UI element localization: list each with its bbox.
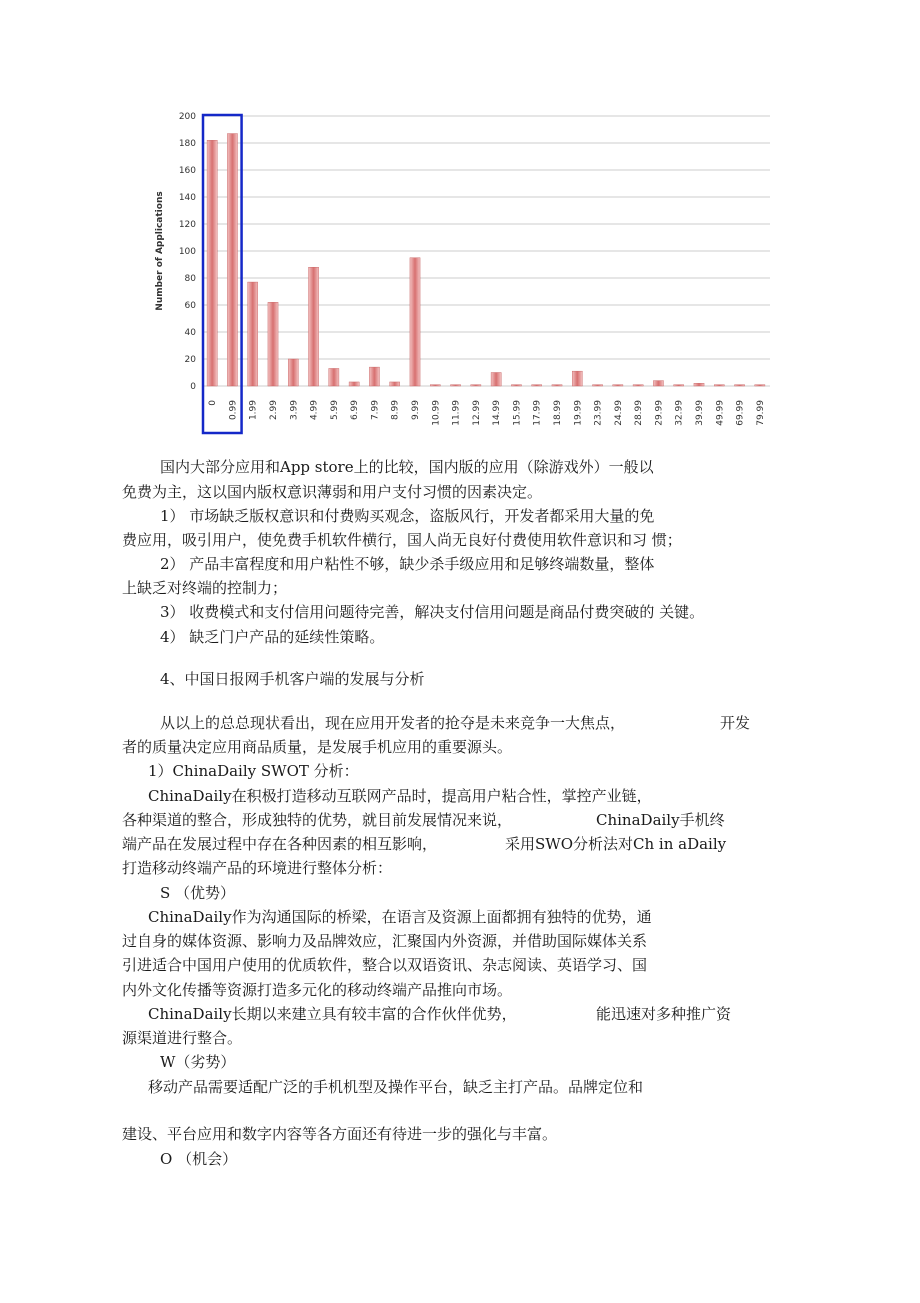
bar-69.99: [735, 385, 745, 386]
text-line: 2） 产品丰富程度和用户粘性不够，缺少杀手级应用和足够终端数量，整体: [160, 555, 655, 573]
x-tick-label: 6.99: [350, 400, 361, 421]
bar-8.99: [390, 382, 400, 386]
bar-29.99: [653, 381, 663, 386]
x-tick-label: 9.99: [411, 400, 421, 421]
text-line: 引进适合中国用户使用的优质软件，整合以双语资讯、杂志阅读、英语学习、国: [122, 956, 648, 974]
text-line: ChinaDaily作为沟通国际的桥梁，在语言及资源上面都拥有独特的优势，通: [148, 908, 652, 926]
x-tick-label: 28.99: [634, 399, 645, 426]
x-tick-label: 1.99: [248, 400, 259, 421]
text-line: 从以上的总总现状看出，现在应用开发者的抢夺是未来竞争一大焦点，: [160, 714, 626, 732]
x-tick-label: 23.99: [593, 400, 604, 426]
bar-5.99: [329, 368, 339, 386]
text-line: 采用SWO分析法对Ch in aDaily: [505, 835, 727, 853]
bar-chart: [150, 108, 774, 438]
x-tick-label: 39.99: [695, 400, 705, 426]
x-tick-label: 0.99: [228, 400, 239, 421]
bar-12.99: [471, 385, 481, 386]
x-tick-label: 19.99: [573, 400, 584, 426]
bar-4.99: [309, 267, 319, 386]
text-line: ChinaDaily在积极打造移动互联网产品时，提高用户粘合性，掌控产业链，: [148, 787, 652, 805]
bar-79.99: [755, 385, 765, 386]
x-tick-label: 14.99: [492, 400, 503, 426]
x-tick-label: 24.99: [613, 400, 624, 426]
x-tick-label: 49.99: [715, 400, 726, 426]
x-tick-label: 18.99: [553, 400, 563, 426]
bar-18.99: [552, 385, 562, 386]
text-line: 国内大部分应用和App store上的比较，国内版的应用（除游戏外）一般以: [160, 458, 654, 476]
y-tick-label: 0: [190, 382, 196, 392]
text-line: 上缺乏对终端的控制力；: [122, 579, 288, 597]
text-line: ChinaDaily长期以来建立具有较丰富的合作伙伴优势，: [148, 1005, 517, 1023]
y-tick-label: 140: [178, 193, 196, 203]
text-line: 源渠道进行整合。: [122, 1029, 243, 1047]
x-tick-label: 7.99: [370, 400, 381, 421]
bar-9.99: [410, 258, 420, 386]
bar-6.99: [349, 382, 359, 386]
subsection-heading: O （机会）: [160, 1150, 238, 1168]
bar-1.99: [248, 282, 258, 386]
text-line: 4） 缺乏门户产品的延续性策略。: [160, 628, 385, 646]
text-line: 费应用，吸引用户，使免费手机软件横行，国人尚无良好付费使用软件意识和习 惯；: [122, 531, 682, 549]
x-tick-label: 29.99: [654, 400, 665, 426]
text-line: 免费为主，这以国内版权意识薄弱和用户支付习惯的因素决定。: [122, 483, 543, 501]
x-tick-label: 4.99: [309, 400, 320, 421]
x-tick-label: 2.99: [269, 400, 279, 421]
text-line: 各种渠道的整合，形成独特的优势，就目前发展情况来说，: [122, 811, 513, 829]
x-tick-label: 15.99: [512, 400, 523, 426]
text-line: 能迅速对多种推广资: [596, 1005, 732, 1023]
bar-19.99: [572, 371, 582, 386]
bar-11.99: [451, 385, 461, 386]
text-line: 打造移动终端产品的环境进行整体分析：: [122, 859, 393, 877]
y-tick-label: 40: [184, 328, 196, 338]
x-tick-label: 5.99: [329, 400, 340, 421]
y-tick-label: 80: [184, 274, 196, 284]
text-line: 建设、平台应用和数字内容等各方面还有待进一步的强化与丰富。: [122, 1125, 558, 1143]
text-line: 3） 收费模式和支付信用问题待完善，解决支付信用问题是商品付费突破的 关键。: [160, 603, 705, 621]
y-tick-label: 20: [184, 355, 196, 365]
bar-10.99: [430, 385, 440, 386]
bar-23.99: [593, 385, 603, 386]
text-line: 移动产品需要适配广泛的手机机型及操作平台，缺乏主打产品。品牌定位和: [148, 1078, 644, 1096]
x-tick-label: 10.99: [431, 400, 442, 426]
text-line: 过自身的媒体资源、影响力及品牌效应，汇聚国内外资源，并借助国际媒体关系: [122, 932, 648, 950]
text-line: 1） 市场缺乏版权意识和付费购买观念，盗版风行，开发者都采用大量的免: [160, 507, 655, 525]
bar-2.99: [268, 302, 278, 386]
text-line: 端产品在发展过程中存在各种因素的相互影响，: [122, 835, 438, 853]
bar-0: [207, 140, 217, 386]
bar-15.99: [511, 385, 521, 386]
y-tick-label: 60: [184, 301, 196, 311]
bar-28.99: [633, 385, 643, 386]
bar-3.99: [288, 359, 298, 386]
x-tick-label: 12.99: [471, 400, 482, 426]
y-tick-label: 200: [178, 112, 196, 122]
text-line: 开发: [720, 714, 751, 732]
x-tick-label: 0: [208, 400, 219, 406]
text-line: ChinaDaily手机终: [596, 811, 725, 829]
x-tick-label: 11.99: [451, 400, 462, 426]
bar-39.99: [694, 383, 704, 386]
y-tick-label: 120: [178, 220, 196, 230]
bar-0.99: [227, 134, 237, 386]
bar-49.99: [714, 385, 724, 386]
text-line: 者的质量决定应用商品质量，是发展手机应用的重要源头。: [122, 738, 513, 756]
bar-7.99: [369, 367, 379, 386]
x-tick-label: 3.99: [289, 400, 300, 421]
bar-17.99: [532, 385, 542, 386]
y-tick-label: 180: [178, 139, 196, 149]
y-axis-label: Number of Applications: [155, 191, 165, 311]
x-tick-label: 8.99: [390, 400, 401, 421]
bar-32.99: [674, 385, 684, 386]
bar-24.99: [613, 385, 623, 386]
section-heading: 4、中国日报网手机客户端的发展与分析: [160, 670, 425, 688]
x-tick-label: 17.99: [532, 400, 543, 426]
y-tick-label: 160: [178, 166, 196, 176]
bar-14.99: [491, 373, 501, 387]
text-line: 内外文化传播等资源打造多元化的移动终端产品推向市场。: [122, 981, 513, 999]
y-tick-label: 100: [178, 247, 196, 257]
subsection-heading: W（劣势）: [160, 1053, 236, 1071]
x-tick-label: 79.99: [755, 400, 766, 426]
x-tick-label: 69.99: [735, 400, 746, 426]
x-tick-label: 32.99: [674, 400, 685, 426]
subsection-heading: S （优势）: [160, 884, 236, 902]
text-line: 1）ChinaDaily SWOT 分析：: [148, 762, 359, 780]
